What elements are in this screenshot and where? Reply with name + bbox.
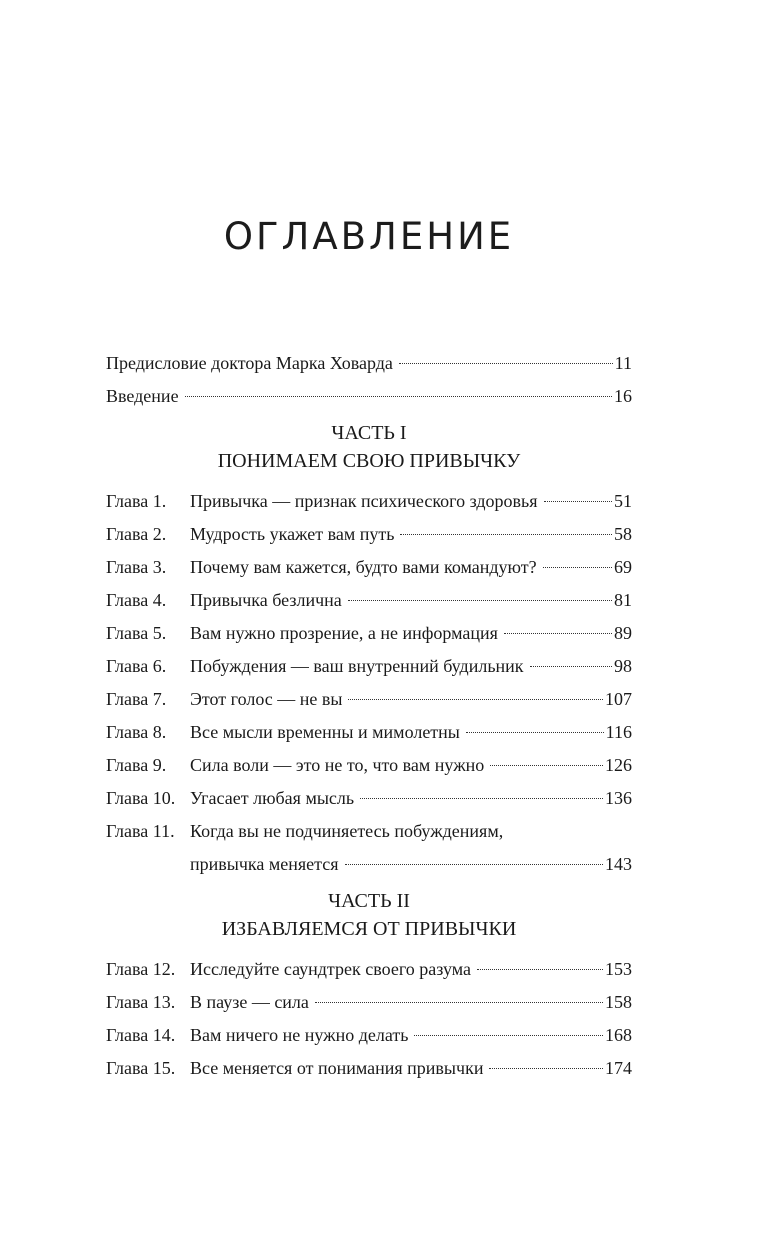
dot-leader: [348, 599, 612, 601]
chapter-number: Глава 12.: [106, 959, 176, 979]
entry-title: Введение: [106, 386, 179, 406]
entry-page: 116: [605, 722, 632, 742]
chapter-number: Глава 6.: [106, 656, 167, 676]
toc-entry-chapter[interactable]: [106, 617, 632, 650]
entry-title: Исследуйте саундтрек своего разума: [190, 959, 472, 979]
part-heading: [106, 413, 632, 485]
dot-leader: [530, 665, 612, 667]
part-name: ПОНИМАЕМ СВОЮ ПРИВЫЧКУ: [217, 450, 521, 472]
part-name: ИЗБАВЛЯЕМСЯ ОТ ПРИВЫЧКИ: [221, 918, 517, 940]
entry-title: Все меняется от понимания привычки: [190, 1058, 484, 1078]
entry-page: 126: [605, 755, 632, 775]
entry-title: В паузе — сила: [190, 992, 309, 1012]
toc-entry-chapter[interactable]: [106, 953, 632, 986]
entry-title: Вам ничего не нужно делать: [190, 1025, 409, 1045]
entry-title: Привычка безлична: [190, 590, 342, 610]
entry-page: 158: [605, 992, 632, 1012]
entry-title-continued: привычка меняется: [190, 854, 339, 874]
entry-title: Побуждения — ваш внутренний будильник: [190, 656, 524, 676]
chapter-number: Глава 8.: [106, 722, 167, 742]
entry-page: 136: [605, 788, 632, 808]
part-label: ЧАСТЬ II: [328, 890, 410, 912]
chapter-number: Глава 13.: [106, 992, 176, 1012]
dot-leader: [345, 863, 603, 865]
entry-page: 16: [614, 386, 632, 406]
entry-page: 89: [614, 623, 632, 643]
dot-leader: [400, 533, 612, 535]
entry-page: 174: [605, 1058, 632, 1078]
dot-leader: [477, 968, 603, 970]
toc-entry-introduction[interactable]: [106, 380, 632, 413]
chapter-number: Глава 9.: [106, 755, 167, 775]
entry-page: 153: [605, 959, 632, 979]
dot-leader: [466, 731, 604, 733]
entry-page: 51: [614, 491, 632, 511]
dot-leader: [348, 698, 603, 700]
dot-leader: [543, 566, 612, 568]
dot-leader: [489, 1067, 603, 1069]
entry-title: Привычка — признак психического здоровья: [190, 491, 538, 511]
entry-page: 168: [605, 1025, 632, 1045]
entry-title: Когда вы не подчиняетесь побуждениям,: [190, 821, 504, 841]
toc-entry-chapter[interactable]: [106, 551, 632, 584]
chapter-number: Глава 4.: [106, 590, 167, 610]
chapter-number: Глава 3.: [106, 557, 167, 577]
entry-title: Предисловие доктора Марка Ховарда: [106, 353, 393, 373]
toc-entry-chapter[interactable]: [106, 1052, 632, 1085]
toc-entry-chapter[interactable]: [106, 815, 632, 881]
chapter-number: Глава 11.: [106, 821, 175, 841]
chapter-number: Глава 1.: [106, 491, 167, 511]
entry-title: Вам нужно прозрение, а не информация: [190, 623, 498, 643]
entry-title: Этот голос — не вы: [190, 689, 343, 709]
entry-page: 98: [614, 656, 632, 676]
table-of-contents: [106, 347, 632, 1085]
entry-title: Все мысли временны и мимолетны: [190, 722, 460, 742]
dot-leader: [544, 500, 612, 502]
entry-page: 69: [614, 557, 632, 577]
chapter-number: Глава 2.: [106, 524, 167, 544]
chapter-number: Глава 15.: [106, 1058, 176, 1078]
entry-title: Угасает любая мысль: [190, 788, 355, 808]
chapter-number: Глава 7.: [106, 689, 167, 709]
dot-leader: [399, 362, 613, 364]
dot-leader: [414, 1034, 603, 1036]
toc-entry-chapter[interactable]: [106, 782, 632, 815]
page-title: ОГЛАВЛЕНИЕ: [223, 215, 515, 258]
entry-page: 81: [614, 590, 632, 610]
entry-title: Почему вам кажется, будто вами командуют?: [190, 557, 537, 577]
toc-entry-chapter[interactable]: [106, 518, 632, 551]
toc-entry-foreword[interactable]: [106, 347, 632, 380]
dot-leader: [504, 632, 612, 634]
toc-entry-chapter[interactable]: [106, 485, 632, 518]
toc-entry-chapter[interactable]: [106, 683, 632, 716]
toc-entry-chapter[interactable]: [106, 1019, 632, 1052]
dot-leader: [185, 395, 612, 397]
chapter-number: Глава 5.: [106, 623, 167, 643]
dot-leader: [490, 764, 603, 766]
entry-title: Сила воли — это не то, что вам нужно: [190, 755, 485, 775]
part-heading: [106, 881, 632, 953]
entry-page: 107: [605, 689, 632, 709]
toc-entry-chapter[interactable]: [106, 716, 632, 749]
toc-entry-chapter[interactable]: [106, 584, 632, 617]
toc-entry-chapter[interactable]: [106, 650, 632, 683]
entry-page: 11: [614, 353, 632, 373]
entry-page: 143: [605, 854, 632, 874]
dot-leader: [315, 1001, 603, 1003]
toc-entry-chapter[interactable]: [106, 749, 632, 782]
dot-leader: [360, 797, 603, 799]
chapter-number: Глава 10.: [106, 788, 176, 808]
chapter-number: Глава 14.: [106, 1025, 176, 1045]
part-label: ЧАСТЬ I: [331, 422, 407, 444]
entry-page: 58: [614, 524, 632, 544]
entry-title: Мудрость укажет вам путь: [190, 524, 395, 544]
toc-entry-chapter[interactable]: [106, 986, 632, 1019]
